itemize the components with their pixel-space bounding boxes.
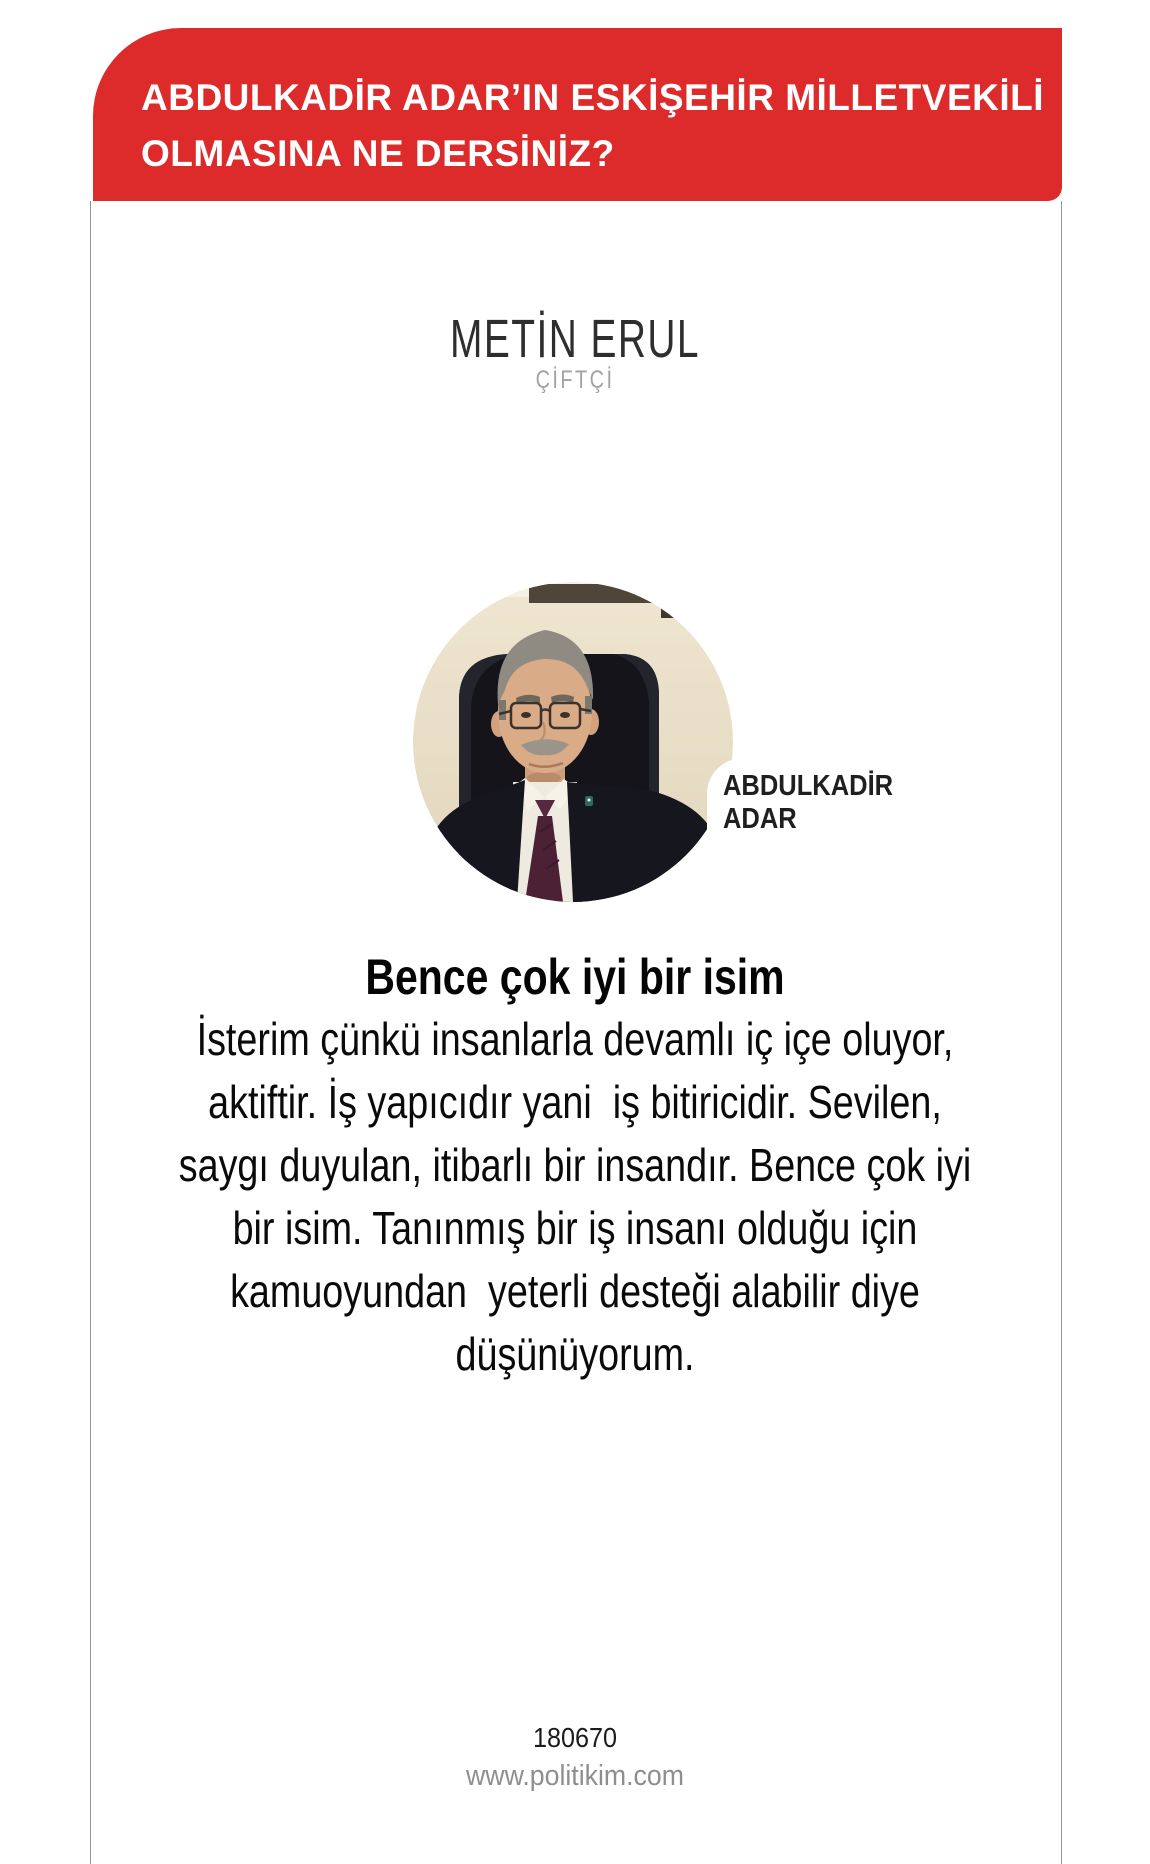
respondent-title: ÇİFTÇİ [535, 366, 615, 394]
respondent-name: METİN ERUL [450, 309, 700, 369]
quote-line: bir isim. Tanınmış bir iş insanı olduğu için [232, 1202, 918, 1254]
subject-name-label [707, 758, 1007, 910]
entry-id: 180670 [532, 1722, 618, 1753]
left-eye [521, 712, 531, 718]
portrait-illustration [413, 582, 733, 902]
right-border-line [1061, 201, 1062, 1864]
question-banner [93, 28, 1062, 201]
abdulkadir-adar-photo [413, 582, 733, 902]
quote-body [104, 1008, 1047, 1386]
question-line-2: OLMASINA NE DERSİNİZ? [141, 133, 615, 174]
lapel-pin-dot [588, 799, 591, 802]
quote-headline: Bence çok iyi bir isim [365, 949, 785, 1005]
subject-name-line-1: ABDULKADİR [723, 770, 894, 802]
left-sideburn [499, 700, 506, 720]
right-eye [560, 712, 570, 718]
quote-line: aktiftir. İş yapıcıdır yani iş bitiricidir. Sevilen, [208, 1076, 942, 1128]
picture-frame-edge [529, 584, 663, 603]
frame-corner [661, 582, 689, 618]
quote-line: İsterim çünkü insanlarla devamlı iç içe oluyor, [196, 1013, 954, 1065]
left-border-line [90, 201, 91, 1864]
quote-line: kamuoyundan yeterli desteği alabilir diye [230, 1265, 920, 1317]
subject-name-line-2: ADAR [723, 803, 797, 835]
quote-line: düşünüyorum. [455, 1328, 695, 1380]
question-line-1: ABDULKADİR ADAR’IN ESKİŞEHİR MİLLETVEKİLİ [141, 77, 1045, 118]
quote-line: saygı duyulan, itibarlı bir insandır. Bence çok iyi [178, 1139, 972, 1191]
website-url: www.politikim.com [466, 1760, 684, 1792]
